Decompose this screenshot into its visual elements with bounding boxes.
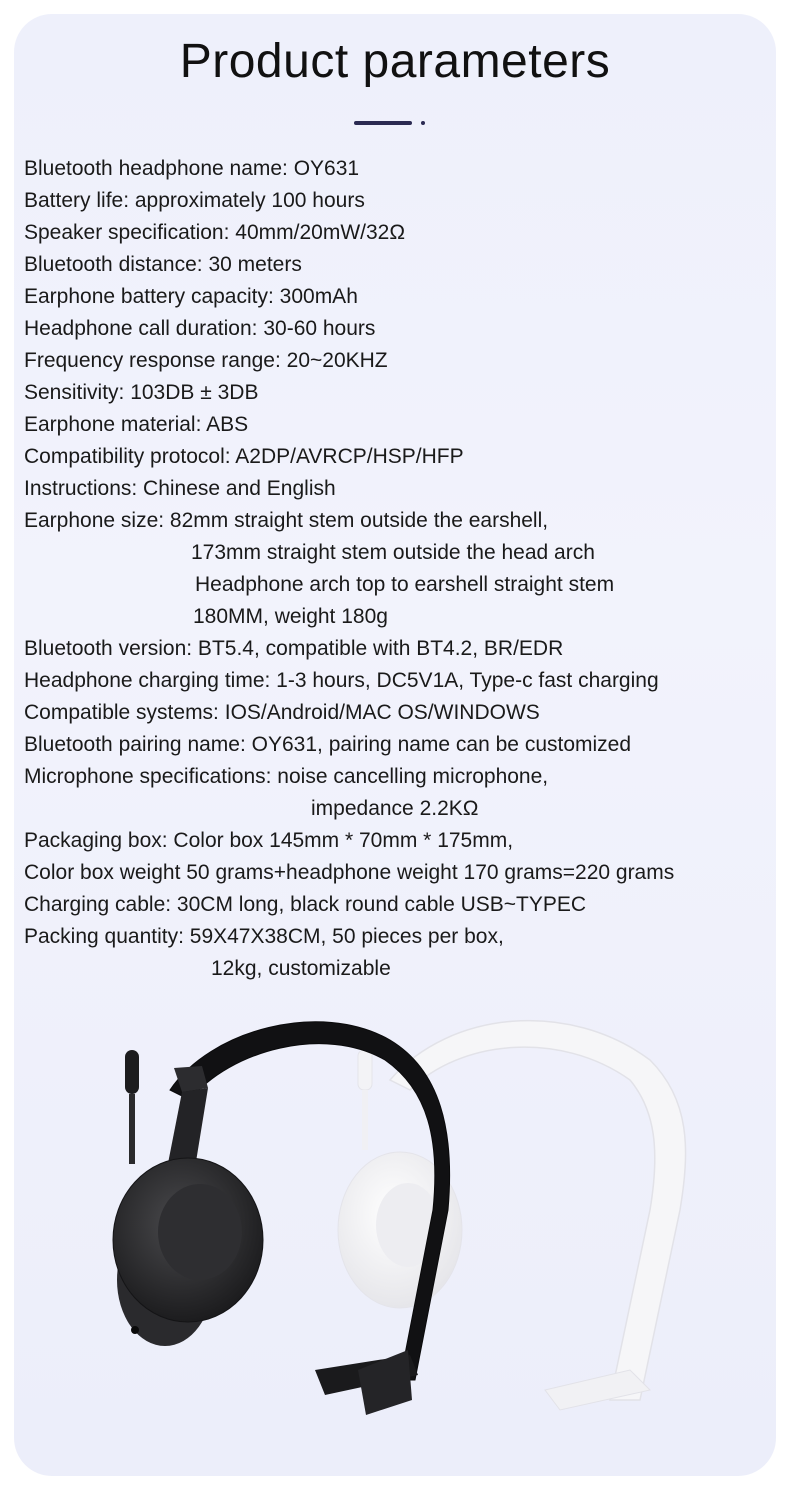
- spec-line: Packaging box: Color box 145mm * 70mm * 175mm,: [24, 829, 514, 852]
- title-underline: [354, 121, 412, 125]
- spec-line: Bluetooth pairing name: OY631, pairing name can be customized: [24, 733, 632, 756]
- spec-line: Earphone battery capacity: 300mAh: [24, 285, 358, 308]
- spec-line: Compatibility protocol: A2DP/AVRCP/HSP/HFP: [24, 445, 464, 468]
- spec-line: 12kg, customizable: [211, 957, 391, 980]
- spec-line: Headphone call duration: 30-60 hours: [24, 317, 376, 340]
- page-title: Product parameters: [179, 35, 611, 88]
- spec-list: [24, 153, 784, 985]
- spec-line: Bluetooth headphone name: OY631: [24, 157, 360, 180]
- spec-line: Sensitivity: 103DB ± 3DB: [24, 381, 259, 404]
- headset-product-image: [90, 1010, 710, 1430]
- spec-line: Battery life: approximately 100 hours: [24, 189, 365, 212]
- spec-line: Headphone charging time: 1-3 hours, DC5V1A, Type-c fast charging: [24, 669, 659, 692]
- spec-line: Charging cable: 30CM long, black round cable USB~TYPEC: [24, 893, 587, 916]
- title-underline-dot: [421, 121, 425, 125]
- spec-line: Instructions: Chinese and English: [24, 477, 336, 500]
- spec-line: Compatible systems: IOS/Android/MAC OS/WINDOWS: [24, 701, 540, 724]
- spec-line: impedance 2.2KΩ: [311, 797, 479, 820]
- spec-line: Microphone specifications: noise cancelling microphone,: [24, 765, 549, 788]
- spec-line: Headphone arch top to earshell straight stem: [195, 573, 615, 596]
- spec-line: Bluetooth distance: 30 meters: [24, 253, 302, 276]
- spec-line: Bluetooth version: BT5.4, compatible with BT4.2, BR/EDR: [24, 637, 564, 660]
- spec-line: Packing quantity: 59X47X38CM, 50 pieces per box,: [24, 925, 504, 948]
- spec-line: Speaker specification: 40mm/20mW/32Ω: [24, 221, 406, 244]
- spec-line: Color box weight 50 grams+headphone weight 170 grams=220 grams: [24, 861, 675, 884]
- spec-line: 173mm straight stem outside the head arch: [191, 541, 595, 564]
- spec-line: Earphone size: 82mm straight stem outside the earshell,: [24, 509, 549, 532]
- spec-line: 180MM, weight 180g: [193, 605, 388, 628]
- spec-line: Earphone material: ABS: [24, 413, 249, 436]
- spec-line: Frequency response range: 20~20KHZ: [24, 349, 388, 372]
